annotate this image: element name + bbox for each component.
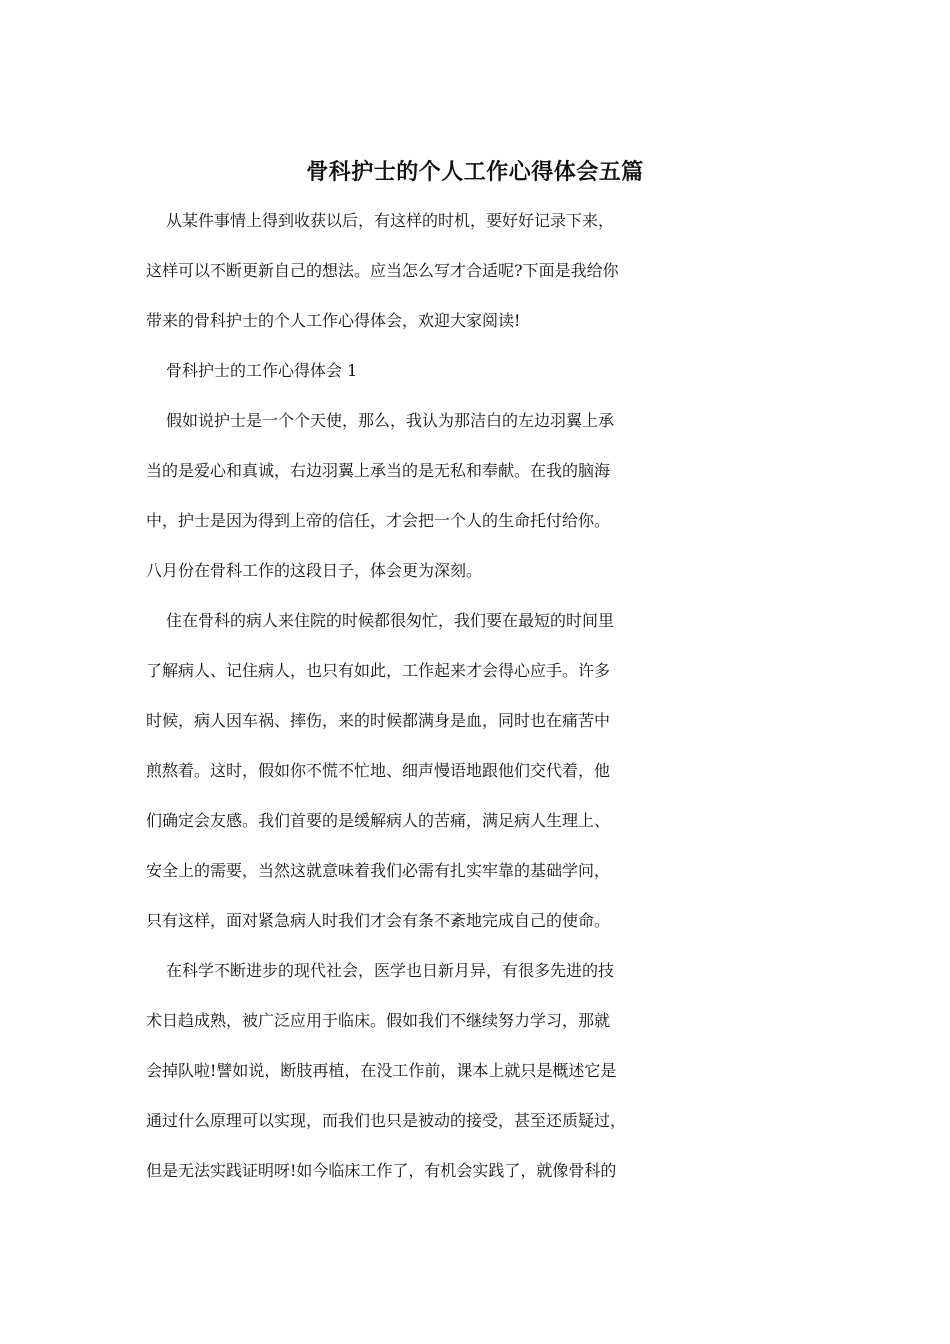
paragraph [146, 408, 826, 608]
text-line: 骨科护士的工作心得体会 1 [166, 361, 358, 380]
text-line: 通过什么原理可以实现，而我们也只是被动的接受，甚至还质疑过， [146, 1111, 627, 1130]
text-line: 假如说护士是一个个天使，那么，我认为那洁白的左边羽翼上承 [166, 411, 615, 430]
text-line: 当的是爱心和真诚，右边羽翼上承当的是无私和奉献。在我的脑海 [146, 461, 611, 480]
text-line: 煎熬着。这时，假如你不慌不忙地、细声慢语地跟他们交代着，他 [146, 761, 611, 780]
paragraph [146, 608, 826, 958]
text-line: 安全上的需要，当然这就意味着我们必需有扎实牢靠的基础学问， [146, 861, 611, 880]
text-line: 八月份在骨科工作的这段日子，体会更为深刻。 [146, 561, 483, 580]
text-line: 但是无法实践证明呀!如今临床工作了，有机会实践了，就像骨科的 [146, 1161, 617, 1180]
text-line: 在科学不断进步的现代社会，医学也日新月异，有很多先进的技 [166, 961, 615, 980]
text-line: 中，护士是因为得到上帝的信任，才会把一个人的生命托付给你。 [146, 511, 611, 530]
section-heading [146, 358, 826, 408]
text-line: 住在骨科的病人来住院的时候都很匆忙，我们要在最短的时间里 [166, 611, 615, 630]
text-line: 会掉队啦!譬如说，断肢再植，在没工作前，课本上就只是概述它是 [146, 1061, 617, 1080]
text-line: 术日趋成熟，被广泛应用于临床。假如我们不继续努力学习，那就 [146, 1011, 611, 1030]
text-line: 只有这样，面对紧急病人时我们才会有条不紊地完成自己的使命。 [146, 911, 611, 930]
document-body [146, 208, 826, 1208]
text-line: 这样可以不断更新自己的想法。应当怎么写才合适呢?下面是我给你 [146, 261, 619, 280]
text-line: 了解病人、记住病人，也只有如此，工作起来才会得心应手。许多 [146, 661, 611, 680]
paragraph-intro [146, 208, 826, 358]
text-line: 时候，病人因车祸、摔伤，来的时候都满身是血，同时也在痛苦中 [146, 711, 611, 730]
document-title: 骨科护士的个人工作心得体会五篇 [306, 159, 644, 185]
paragraph [146, 958, 826, 1208]
text-line: 们确定会友感。我们首要的是缓解病人的苦痛，满足病人生理上、 [146, 811, 611, 830]
text-line: 从某件事情上得到收获以后，有这样的时机，要好好记录下来， [166, 211, 615, 230]
text-line: 带来的骨科护士的个人工作心得体会，欢迎大家阅读! [146, 311, 521, 330]
